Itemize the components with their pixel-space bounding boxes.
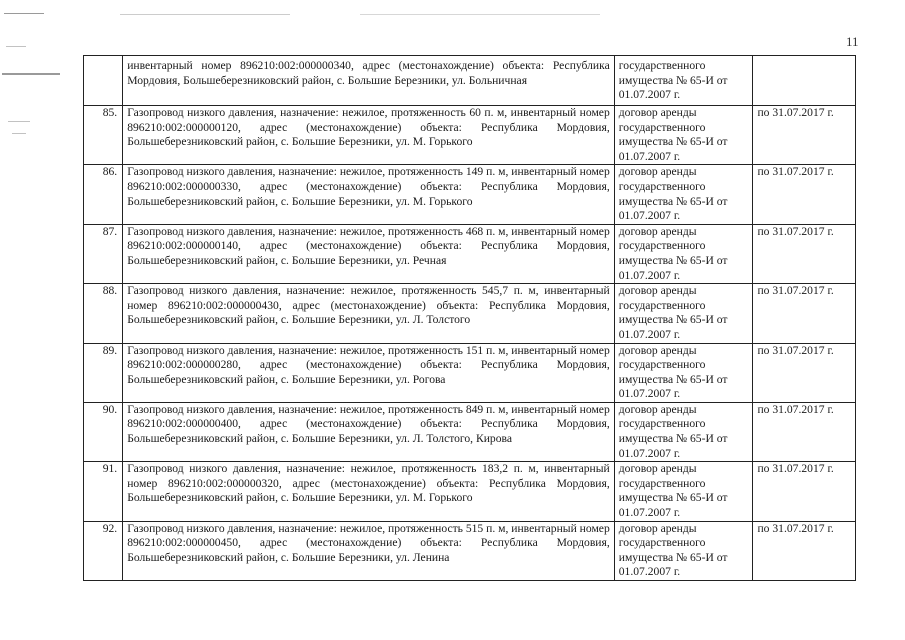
table-row — [84, 224, 856, 283]
lease-basis-cell: договор аренды государственного имущества № 65-И от 01.07.2007 г. — [614, 521, 753, 580]
object-description-cell: Газопровод низкого давления, назначение: нежилое, протяженность 151 п. м, инвентарный номер 896210:002:000000280, адрес (местонахождение) объекта: Республика Мордовия, Большеберезниковский район, с. Большие Березники, ул. Рогова — [123, 343, 615, 402]
table-row — [84, 284, 856, 343]
object-description-cell: Газопровод низкого давления, назначение: нежилое, протяженность 849 п. м, инвентарный номер 896210:002:000000400, адрес (местонахождение) объекта: Республика Мордовия, Большеберезниковский район, с. Большие Березники, ул. Л. Толстого, Кирова — [123, 402, 615, 461]
lease-term-cell: по 31.07.2017 г. — [753, 284, 856, 343]
lease-term-cell: по 31.07.2017 г. — [753, 402, 856, 461]
lease-basis-cell: договор аренды государственного имущества № 65-И от 01.07.2007 г. — [614, 402, 753, 461]
table-row — [84, 106, 856, 165]
row-number-cell: 86. — [84, 165, 123, 224]
row-number-cell: 92. — [84, 521, 123, 580]
table-row — [84, 343, 856, 402]
object-description-cell: Газопровод низкого давления, назначение: нежилое, протяженность 183,2 п. м, инвентарный номер 896210:002:000000320, адрес (местонахождение) объекта: Республика Мордовия, Большеберезниковский район, с. Большие Березники, ул. М. Горького — [123, 462, 615, 521]
lease-term-cell: по 31.07.2017 г. — [753, 521, 856, 580]
lease-basis-cell: договор аренды государственного имущества № 65-И от 01.07.2007 г. — [614, 224, 753, 283]
page-number: 11 — [846, 34, 859, 49]
lease-term-cell: по 31.07.2017 г. — [753, 462, 856, 521]
table-row — [84, 56, 856, 106]
row-number-cell: 85. — [84, 106, 123, 165]
object-description-cell: Газопровод низкого давления, назначение: нежилое, протяженность 545,7 п. м, инвентарный номер 896210:002:000000430, адрес (местонахождение) объекта: Республика Мордовия, Большеберезниковский район, с. Большие Березники, ул. Л. Толстого — [123, 284, 615, 343]
lease-basis-cell: договор аренды государственного имущества № 65-И от 01.07.2007 г. — [614, 165, 753, 224]
lease-term-cell: по 31.07.2017 г. — [753, 224, 856, 283]
object-description-cell: инвентарный номер 896210:002:000000340, адрес (местонахождение) объекта: Республика Мордовия, Большеберезниковский район, с. Большие Березники, ул. Больничная — [123, 56, 615, 106]
scan-artifact — [12, 133, 26, 134]
object-description-cell: Газопровод низкого давления, назначение: нежилое, протяженность 468 п. м, инвентарный номер 896210:002:000000140, адрес (местонахождение) объекта: Республика Мордовия, Большеберезниковский район, с. Большие Березники, ул. Речная — [123, 224, 615, 283]
row-number-cell: 88. — [84, 284, 123, 343]
row-number-cell: 89. — [84, 343, 123, 402]
row-number-cell: 90. — [84, 402, 123, 461]
lease-basis-cell: договор аренды государственного имущества № 65-И от 01.07.2007 г. — [614, 462, 753, 521]
lease-term-cell: по 31.07.2017 г. — [753, 165, 856, 224]
scan-artifact — [4, 13, 44, 14]
table-row — [84, 165, 856, 224]
row-number-cell: 87. — [84, 224, 123, 283]
table-row — [84, 462, 856, 521]
lease-basis-cell: договор аренды государственного имущества № 65-И от 01.07.2007 г. — [614, 284, 753, 343]
property-table — [83, 55, 856, 581]
scan-artifact — [360, 14, 600, 15]
lease-term-cell: по 31.07.2017 г. — [753, 343, 856, 402]
object-description-cell: Газопровод низкого давления, назначение: нежилое, протяженность 149 п. м, инвентарный номер 896210:002:000000330, адрес (местонахождение) объекта: Республика Мордовия, Большеберезниковский район, с. Большие Березники, ул. М. Горького — [123, 165, 615, 224]
scan-artifact — [120, 14, 290, 15]
scan-artifact — [6, 46, 26, 47]
object-description-cell: Газопровод низкого давления, назначение: нежилое, протяженность 60 п. м, инвентарный номер 896210:002:000000120, адрес (местонахождение) объекта: Республика Мордовия, Большеберезниковский район, с. Большие Березники, ул. М. Горького — [123, 106, 615, 165]
table-row — [84, 521, 856, 580]
lease-term-cell — [753, 56, 856, 106]
scan-artifact — [8, 121, 30, 122]
lease-term-cell: по 31.07.2017 г. — [753, 106, 856, 165]
object-description-cell: Газопровод низкого давления, назначение: нежилое, протяженность 515 п. м, инвентарный номер 896210:002:000000450, адрес (местонахождение) объекта: Республика Мордовия, Большеберезниковский район, с. Большие Березники, ул. Ленина — [123, 521, 615, 580]
lease-basis-cell: договор аренды государственного имущества № 65-И от 01.07.2007 г. — [614, 343, 753, 402]
scan-artifact — [2, 73, 60, 75]
row-number-cell — [84, 56, 123, 106]
row-number-cell: 91. — [84, 462, 123, 521]
lease-basis-cell: государственного имущества № 65-И от 01.07.2007 г. — [614, 56, 753, 106]
table-row — [84, 402, 856, 461]
lease-basis-cell: договор аренды государственного имущества № 65-И от 01.07.2007 г. — [614, 106, 753, 165]
